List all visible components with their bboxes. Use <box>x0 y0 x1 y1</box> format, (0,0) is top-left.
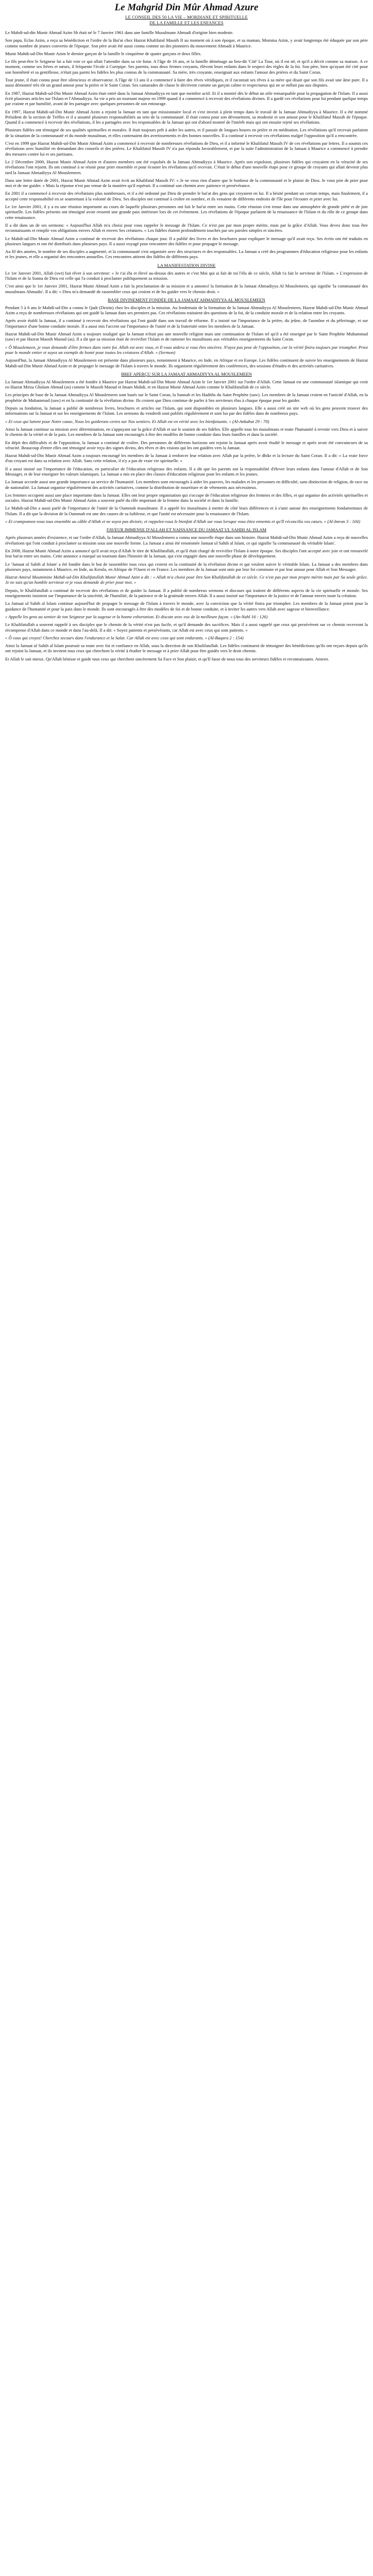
body-paragraph: Après avoir établi la Jamaat, il a continué à recevoir des révélations qui l'ont guidé dans son travail de réforme. Il a insisté sur l'importance de la prière, du jeûne, de l'aumône et du pèlerinage, et sur l'importance d'une bonne conduite morale. Il a aussi mis l'accent sur l'importance de l'unité et de la fraternité entre les membres de la Jamaat. <box>5 318 368 329</box>
body-paragraph: Pendant 5 à 6 ans le Mahdi-ud-Din a connu le Qadr (Destin) chez les disciples et la mission. Au lendemain de la formation de la Jamaat Ahmadiyya Al Mouslemeen, Hazrat Mahdi-ud-Din Munir Ahmad Azim a reçu de nombreuses révélations qui ont guidé la Jamaat dans ses premiers pas. Ces révélations traitaient des questions de la foi, de la conduite morale et de la relation entre les croyants. <box>5 304 368 316</box>
body-paragraph: La Jamaat Ahmadiyya Al Mouslemeen a été fondée à Maurice par Hazrat Mahdi-ud-Din Munir Ahmad Azim le 1er Janvier 2001 sur l'ordre d'Allah. Cette Jamaat est une communauté islamique qui croit en Hazrat Mirza Ghulam Ahmad (as) comme le Massih Maoud et Imam Mahdi, et en Hazrat Munir Ahmad Azim comme le Khalifatullah de ce siècle. <box>5 379 368 390</box>
body-paragraph: Et Allah le sait mieux. Qu'Allah bénisse et guide tous ceux qui cherchent sincèrement Sa Face et Son plaisir, et qu'Il fasse de nous tous des serviteurs fidèles et reconnaissants. Ameen. <box>5 656 329 662</box>
quote-paragraph: Hazrat Amirul Mouminine Mahdi-ud-Din Khalifatullah Munir Ahmad Azim a dit : « Allah m'a choisi pour être Son Khalifatullah de ce siècle. Ce n'est pas par mon propre mérite mais par Sa seule grâce. Je ne suis qu'un humble serviteur et je vous demande de prier pour moi. » <box>5 574 368 585</box>
quote-paragraph: « Ô Mouslemeen, je vous demande d'être fermes dans votre foi. Allah est avec vous, et Il vous aidera si vous êtes sincères. N'ayez pas peur de l'opposition, car la vérité finira toujours par triompher. Priez pour le monde entier et soyez un exemple de bonté pour toutes les créatures d'Allah. » (Sermon) <box>5 344 368 355</box>
body-paragraph: Munir Mahdi-ud-Din Munir Azim le dernier garçon de la famille le cinquième de quatre garçons et deux filles. <box>5 50 201 56</box>
body-paragraph: Les principes de base de la Jamaat Ahmadiyya Al Mouslemeen sont basés sur le Saint Coran, la Sunnah et les Hadiths du Saint Prophète (saw). Les membres de la Jamaat croient en l'unicité d'Allah, en la prophétie de Muhammad (saw) et en la continuité de la révélation divine. Ils croient que Dieu continue de parler à Ses serviteurs élus à chaque époque pour les guider. <box>5 392 368 403</box>
body-paragraph: Hazrat Mahdi-ud-Din Munir Ahmad Azim a toujours encouragé les membres de la Jamaat à renforcer leur relation avec Allah par la prière, le dhikr et la lecture du Saint Coran. Il a dit: « La vraie force d'un croyant est dans sa relation avec Allah. Sans cette relation, il n'y a pas de vraie vie spirituelle. » <box>5 453 368 464</box>
body-paragraph: La Jamaat accorde aussi une grande importance au service de l'humanité. Les membres sont encouragés à aider les pauvres, les malades et les personnes en difficulté, sans distinction de religion, de race ou de nationalité. La Jamaat organise régulièrement des activités caritatives, comme la distribution de nourriture et de vêtements aux nécessiteux. <box>5 479 368 490</box>
body-paragraph: Hazrat Mahdi-ud-Din Munir Ahmad Azim a toujours souligné que la Jamaat n'était pas une nouvelle religion mais une continuation de l'Islam tel qu'il a été enseigné par le Saint Prophète Muhammad (saw) et par Hazrat Massih Maoud (as). Il a dit que sa mission était de revivifier l'Islam et de ramener les musulmans aux véritables enseignements du Saint Coran. <box>5 331 368 342</box>
body-paragraph: Après plusieurs années d'existence, et sur l'ordre d'Allah, la Jamaat Ahmadiyya Al Mouslemeen a connu une nouvelle étape dans son histoire. Hazrat Mahdi-ud-Din Munir Ahmad Azim a reçu de nouvelles révélations qui l'ont conduit à proclamer sa mission sous une nouvelle forme. La Jamaat a ainsi été renommée Jamaat ul Sahih al Islam, ce qui signifie 'la communauté du véritable Islam'. <box>5 535 368 546</box>
body-paragraph: Depuis, le Khalifatullah a continué de recevoir des révélations et de guider la Jamaat. Il a publié de nombreux sermons et discours qui traitent de différents aspects de la vie spirituelle et morale. Ses enseignements insistent sur l'importance de la sincérité, de l'humilité, de la patience et de la gratitude envers Allah. Il a aussi insisté sur l'importance de la justice et de l'amour envers toute la création. <box>5 587 368 599</box>
body-paragraph: Le Mahdi-ud-din Munir Ahmad Azim Sb était né le 7 Janvier 1961 dans une famille Musulmane Ahmadi d'origine bien modeste. <box>5 30 234 35</box>
body-paragraph: Le fils peut-être le Seigneur lui a fait voir ce qui allait l'attendre dans sa vie futur. A l'âge de 16 ans, et la famille déménage au lieu-dit 'Cité' La Tour, où il est né, et qu'il a décrit comme sa maison. A ce moment, comme ses frères et sœurs, il fréquente l'école à Curepipe. Ses parents, tous deux fermes croyants, élèvent leurs enfants dans le respect des règles de la foi. Son père, bien qu'ayant été cité pour son honnêteté et sa gentillesse, n'était pas parmi les fidèles les plus connus de la communauté. Sa mère, très croyante, enseignait aux enfants l'amour des prières et du Saint Coran. <box>5 59 368 75</box>
document-body <box>5 30 368 662</box>
body-paragraph: Le Mahdi-ud-Din a aussi parlé de l'importance de l'unité de la Oummah musulmane. Il a appelé les musulmans à mettre de côté leurs différences et à s'unir autour des enseignements fondamentaux de l'Islam. Il a dit que la division de la Oummah est une des causes de sa faiblesse, et que l'unité est nécessaire pour la renaissance de l'Islam. <box>5 505 368 516</box>
body-paragraph: Le 1er Janvier 2001, il y a eu une réunion importante au cours de laquelle plusieurs personnes ont fait le bai'at entre ses mains. Cette réunion s'est tenue dans une atmosphère de grande piété et de joie spirituelle. Les fidèles présents ont témoigné avoir ressenti une grande paix intérieure lors de cet évènement. Les révélations de l'époque parlaient de la renaissance de l'Islam et du rôle de ce groupe dans cette renaissance. <box>5 204 368 220</box>
body-paragraph: Il a aussi insisté sur l'importance de l'éducation, en particulier de l'éducation religieuse des enfants. Il a dit que les parents ont la responsabilité d'élever leurs enfants dans l'amour d'Allah et de Son Messager, et de leur enseigner les valeurs islamiques. La Jamaat a mis en place des classes d'éducation religieuse pour les enfants et les jeunes. <box>5 466 368 477</box>
body-paragraph: Ainsi la Jamaat ul Sahih al Islam poursuit sa route avec foi et confiance en Allah, sous la direction de son Khalifatullah. Les fidèles continuent de témoigner des bénédictions qu'ils ont reçues depuis qu'ils ont rejoint la Jamaat, et ils invitent tous ceux qui cherchent la vérité à étudier le message et à prier Allah pour être guidés vers le droit chemin. <box>5 643 368 654</box>
body-paragraph: Tout jeune, il était connu pour être silencieux et observateur. A l'âge de 13 ans il a commencé à faire des rêves véridiques, et il racontait ses rêves à sa mère qui disait que son fils avait une âme pure. Il a aussi démontré très tôt un grand amour pour la prière et le Saint Coran. Ses camarades de classe le décrivent comme un garçon calme et respectueux qui ne se mêlait pas aux disputes. <box>5 77 368 88</box>
body-paragraph: Son papa, Eclas Azim, a reçu sa bénédiction et l'ordre de la Bai'at chez Hazrat Khalifatul Massih II au moment où à son époque, et sa maman, Momina Azim, y avait longtemps été éduquée par son père comme nombre de jeunes convertis de l'époque. Son père avait été aussi connu comme un des pionniers du mouvement Ahmadi à Maurice. <box>5 38 368 48</box>
body-paragraph: Dans une lettre datée de 2001, Hazrat Munir Ahmad Azim avait écrit au Khalifatul Massih IV: « Je ne veux rien d'autre que le bonheur de la communauté et le plaisir de Dieu. Je vous prie de prier pour moi et de me guider. » Mais la réponse n'est pas venue de la manière qu'il espérait. Il a continué son chemin avec patience et persévérance. <box>5 177 368 189</box>
quote-paragraph: « Et cramponnez-vous tous ensemble au câble d'Allah et ne soyez pas divisés; et rappelez-vous le bienfait d'Allah sur vous lorsque vous étiez ennemis et qu'Il réconcilia vos cœurs. » (Al-Imran 3 : 104) <box>5 519 361 524</box>
body-paragraph: Le 1er Janvier 2001, Allah (swt) fait rêver à son serviteur: « Je t'ai élu et élevé au-dessus des autres et c'est Moi qui ai fait de toi l'élu de ce siècle, Allah t'a fait le serviteur de l'Islam. » L'expression de l'Islam et de la Sunna de Dieu est celle qui l'a conduit à proclamer publiquement sa mission. <box>5 270 368 281</box>
body-paragraph: En dépit des difficultés et de l'opposition, la Jamaat a continué de croître. Des personnes de différents horizons ont rejoint la Jamaat après avoir étudié le message et après avoir été convaincues de sa véracité. Beaucoup d'entre elles ont témoigné avoir reçu des signes divins, des rêves et des visions qui les ont guidées vers la Jamaat. <box>5 439 368 450</box>
body-paragraph: En 1997, Hazrat Mahdi-ud-Din Munir Ahmad Azim a rejoint la Jamaat en tant que missionnaire local et s'est investi à plein temps dans le travail de la Jamaat Ahmadiyya à Maurice. Il a été nommé Président de la section de Trèfles et il a assumé plusieurs responsabilités au sein de la communauté. Il était connu pour son dévouement, sa modestie et son amour pour le Khalifatul Massih de l'époque. Quand il a commencé à recevoir des révélations, il les a partagées avec les responsables de la Jamaat qui ont d'abord montré de l'intérêt mais qui ont ensuite rejeté ses révélations. <box>5 109 368 125</box>
document-subtitle-line2: DE LA FAMILLE ET LES ENFANCES <box>149 20 224 25</box>
section-heading: FAVEUR IMMENSE D'ALLAH ET NAISSANCE DU JAMAAT UL SAHIH AL ISLAM <box>106 527 267 533</box>
body-paragraph: Plusieurs fidèles ont témoigné de ses qualités spirituelles et morales. Il était toujours prêt à aider les autres, et il passait de longues heures en prière et en méditation. Les révélations qu'il recevait parlaient de la situation de la communauté et du monde musulman, et elles contenaient des avertissements et des bonnes nouvelles. Il a continué à recevoir ces révélations malgré l'opposition qu'il a rencontrée. <box>5 127 368 138</box>
body-paragraph: Au fil des années, le nombre de ses disciples a augmenté, et la communauté s'est organisée avec des structures et des responsables. La Jamaat a créé des programmes d'éducation religieuse pour les enfants et les jeunes, et elle a organisé des rencontres annuelles. Ces rencontres attirent des fidèles de différents pays. <box>5 249 368 260</box>
section-heading: BREF APERÇU SUR LA JAMAAT AHMADIYYA AL MOUSLEMEEN <box>121 371 252 377</box>
body-paragraph: En 1987, Hazrat Mahdi-ud-Din Munir Ahmad Azim était entré dans la Jamaat Ahmadiyya en tant que membre actif. Et il a montré dès le début un zèle remarquable pour la propagation de l'Islam. Il a aussi écrit plusieurs articles sur l'Islam et l'Ahmadiyya. Sa vie a pris un tournant majeur en 1999 quand il a commencé à recevoir des révélations divines. Il a gardé ces révélations pour lui pendant quelque temps par crainte et par humilité, avant de les partager avec quelques personnes de son entourage. <box>5 90 368 107</box>
body-paragraph: Il a dit dans un de ses sermons: « Aujourd'hui Allah m'a choisi pour vous rappeler le message de l'Islam. Ce n'est pas par mon propre mérite, mais par la grâce d'Allah. Vous devez donc tous être reconnaissants et remplir vos obligations envers Allah et envers Ses créatures. » Les fidèles étaient profondément touchés par ses paroles simples et sincères. <box>5 222 368 233</box>
document-subtitle-line1: LE CONSEIL DES 50 LA VIE – MORDIANE ET SPIRITUELLE <box>125 14 248 20</box>
body-paragraph: Le Khalifatullah a souvent rappelé à ses disciples que le chemin de la vérité n'est pas facile, et qu'il demande des sacrifices. Mais il a aussi rappelé que ceux qui persévèrent sur ce chemin recevront la récompense d'Allah dans ce monde et dans l'au-delà. Il a dit: « Soyez patients et persévérants, car Allah est avec ceux qui sont patients. » <box>5 622 368 633</box>
body-paragraph: En 2001 il a commencé à recevoir des révélations plus nombreuses, et il a été ordonné par Dieu de prendre le bai'at des gens qui croyaient en lui. Il a hésité pendant un certain temps, mais finalement, il a accepté cette responsabilité en se soumettant à la volonté de Dieu. Ses disciples ont continué à croître en nombre, et ils venaient de différents endroits de l'île pour l'écouter et prier avec lui. <box>5 191 368 201</box>
body-paragraph: C'est en 1999 que Hazrat Mahdi-ud-Din Munir Ahmad Azim a commencé à recevoir de nombreuses révélations de Dieu, et il a informé le Khalifatul Massih IV de ces révélations par lettres. Il a soumis ces révélations avec humilité en demandant des conseils et des prières. Le Khalifatul Massih IV n'a pas répondu favorablement, et par la suite l'administration de la Jamaat à Maurice a commencé à prendre des mesures contre lui et ses partisans. <box>5 141 368 157</box>
body-paragraph: Ainsi la Jamaat continue sa mission avec détermination, en s'appuyant sur la grâce d'Allah et sur le soutien de ses fidèles. Elle appelle tous les musulmans et toute l'humanité à revenir vers Dieu et à suivre le chemin de la vérité et de la paix. Les membres de la Jamaat sont encouragés à être des modèles de bonne conduite dans leurs familles et dans la société. <box>5 426 368 437</box>
body-paragraph: Le Mahdi-ud-Din Munir Ahmad Azim a continué de recevoir des révélations chaque jour. Il a publié des livres et des brochures pour expliquer le message qu'il avait reçu. Ses écrits ont été traduits en plusieurs langues et ont été distribués dans plusieurs pays. Il a aussi voyagé pour rencontrer des fidèles et pour propager le message. <box>5 235 368 246</box>
body-paragraph: Le 2 Décembre 2000, Hazrat Munir Ahmad Azim et d'autres membres ont été expulsés de la Jamaat Ahmadiyya à Maurice. Après son expulsion, plusieurs fidèles qui croyaient en la véracité de ses révélations l'ont rejoint. Ils ont continué à se réunir pour prier ensemble et pour écouter les révélations qu'il recevait. C'était le début d'une nouvelle étape pour ce groupe de croyants qui allait devenir plus tard la Jamaat Ahmadiyya Al Mouslemeen. <box>5 159 368 175</box>
body-paragraph: Les femmes occupent aussi une place importante dans la Jamaat. Elles ont leur propre organisation qui s'occupe de l'éducation religieuse des femmes et des filles, et qui organise des activités spirituelles et sociales. Hazrat Mahdi-ud-Din Munir Ahmad Azim a souvent parlé du rôle important de la femme dans la société et dans la famille. <box>5 492 368 503</box>
section-heading: LA MANIFESTATION DIVINE <box>157 262 216 268</box>
body-paragraph: C'est ainsi que le 1er Janvier 2001, Hazrat Munir Ahmad Azim a fait la proclamation de sa mission et a annoncé la formation de la Jamaat Ahmadiyya Al Mouslemeen, qui signifie 'la communauté des musulmans Ahmadis'. Il a dit: « Dieu m'a demandé de rassembler ceux qui croient et de les guider vers le chemin droit. » <box>5 283 368 294</box>
body-paragraph: Le 'Jamaat ul Sahih al Islam' a été fondée dans le but de rassembler tous ceux qui croient en la continuité de la révélation divine et qui veulent suivre le véritable Islam. La Jamaat a des membres dans plusieurs pays, notamment à Maurice, en Inde, au Kerala, en Afrique de l'Ouest et en France. Les membres de la Jamaat sont unis par leur foi commune et par leur amour pour Allah et Son Messager. <box>5 561 368 572</box>
quote-paragraph: « Appelle les gens au sentier de ton Seigneur par la sagesse et la bonne exhortation. Et discute avec eux de la meilleure façon. » (An-Nahl 16 : 126) <box>5 614 268 619</box>
quote-paragraph: « Et ceux qui luttent pour Notre cause, Nous les guiderons certes sur Nos sentiers. Et Allah est en vérité avec les bienfaisants. » (Al-Ankabut 29 : 70) <box>5 418 269 424</box>
quote-paragraph: « Ô vous qui croyez! Cherchez secours dans l'endurance et la Salat. Car Allah est avec ceux qui sont endurants. » (Al-Baqara 2 : 154) <box>5 635 244 640</box>
document-title: Le Mahgrid Din Mûr Ahmad Azure <box>114 2 259 13</box>
body-paragraph: Depuis sa fondation, la Jamaat a publié de nombreux livres, brochures et articles sur l'Islam, qui sont disponibles en plusieurs langues. Elle a aussi créé un site web où les gens peuvent trouver des informations sur la Jamaat et sur les enseignements de l'Islam. Les sermons du vendredi sont publiés régulièrement et sont lus par des fidèles dans de nombreux pays. <box>5 405 368 416</box>
section-heading: BASE DIVINEMENT FONDÉE DE LA JAMAAT AHMADIYYA AL MOUSLEMEEN <box>108 297 265 302</box>
body-paragraph: Aujourd'hui, la Jamaat Ahmadiyya Al Mouslemeen est présente dans plusieurs pays, notamment à Maurice, en Inde, en Afrique et en Europe. Les fidèles continuent de suivre les enseignements de Hazrat Mahdi-ud-Din Munir Ahmad Azim et de propager le message de l'Islam à travers le monde. Ils organisent régulièrement des conférences, des sessions d'études et des activités caritatives. <box>5 358 368 368</box>
body-paragraph: La Jamaat ul Sahih al Islam continue aujourd'hui de propager le message de l'Islam à travers le monde, avec la conviction que la vérité finira par triompher. Les membres de la Jamaat prient pour la guidance de l'humanité et pour la paix dans le monde. Ils sont encouragés à être des modèles de foi et de bonne conduite, et à inviter les autres vers Allah avec sagesse et bienveillance. <box>5 601 368 612</box>
body-paragraph: En 2008, Hazrat Munir Ahmad Azim a annoncé qu'il avait reçu d'Allah le titre de Khalifatullah, et qu'il était chargé de revivifier l'Islam à notre époque. Ses disciples l'ont accepté avec joie et ont renouvelé leur bai'at entre ses mains. Cette annonce a marqué un tournant dans l'histoire de la Jamaat, qui s'est engagée dans une nouvelle phase de développement. <box>5 548 368 559</box>
